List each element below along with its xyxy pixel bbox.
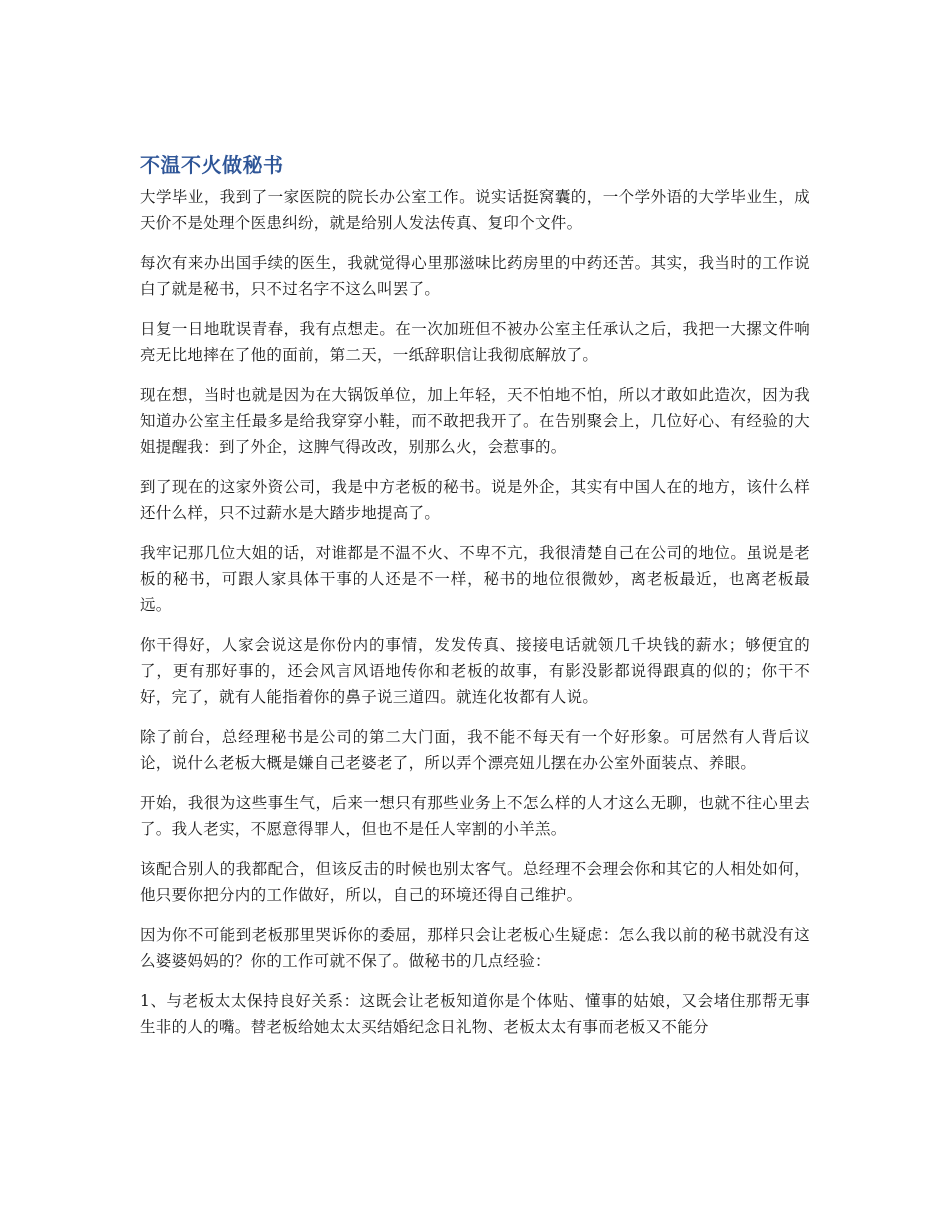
paragraph: 现在想，当时也就是因为在大锅饭单位，加上年轻，天不怕地不怕，所以才敢如此造次，因为我知道办公室主任最多是给我穿穿小鞋，而不敢把我开了。在告别聚会上，几位好心、有经验的大姐提醒我：到了外企，这脾气得改改，别那么火，会惹事的。 [140,386,810,456]
paragraph: 到了现在的这家外资公司，我是中方老板的秘书。说是外企，其实有中国人在的地方，该什么样还什么样，只不过薪水是大踏步地提高了。 [140,478,810,522]
paragraph: 你干得好，人家会说这是你份内的事情，发发传真、接接电话就领几千块钱的薪水；够便宜的了，更有那好事的，还会风言风语地传你和老板的故事，有影没影都说得跟真的似的；你干不好，完了，就有人能指着你的鼻子说三道四。就连化妆都有人说。 [140,636,810,706]
paragraph: 因为你不可能到老板那里哭诉你的委屈，那样只会让老板心生疑虑：怎么我以前的秘书就没有这么婆婆妈妈的？你的工作可就不保了。做秘书的几点经验： [140,926,810,970]
paragraph: 该配合别人的我都配合，但该反击的时候也别太客气。总经理不会理会你和其它的人相处如何，他只要你把分内的工作做好，所以，自己的环境还得自己维护。 [140,860,810,904]
document-body [140,150,810,1054]
paragraph: 除了前台，总经理秘书是公司的第二大门面，我不能不每天有一个好形象。可居然有人背后议论，说什么老板大概是嫌自己老婆老了，所以弄个漂亮妞儿摆在办公室外面装点、养眼。 [140,728,810,772]
paragraph: 大学毕业，我到了一家医院的院长办公室工作。说实话挺窝囊的，一个学外语的大学毕业生，成天价不是处理个医患纠纷，就是给别人发法传真、复印个文件。 [140,188,810,232]
paragraph: 日复一日地耽误青春，我有点想走。在一次加班但不被办公室主任承认之后，我把一大摞文件响亮无比地摔在了他的面前，第二天，一纸辞职信让我彻底解放了。 [140,320,810,364]
paragraph: 每次有来办出国手续的医生，我就觉得心里那滋味比药房里的中药还苦。其实，我当时的工作说白了就是秘书，只不过名字不这么叫罢了。 [140,254,810,298]
paragraph: 1、与老板太太保持良好关系：这既会让老板知道你是个体贴、懂事的姑娘，又会堵住那帮无事生非的人的嘴。替老板给她太太买结婚纪念日礼物、老板太太有事而老板又不能分 [140,992,810,1036]
paragraph: 我牢记那几位大姐的话，对谁都是不温不火、不卑不亢，我很清楚自己在公司的地位。虽说是老板的秘书，可跟人家具体干事的人还是不一样，秘书的地位很微妙，离老板最近，也离老板最远。 [140,544,810,614]
paragraph: 开始，我很为这些事生气，后来一想只有那些业务上不怎么样的人才这么无聊，也就不往心里去了。我人老实，不愿意得罪人，但也不是任人宰割的小羊羔。 [140,794,810,838]
document-title: 不温不火做秘书 [140,153,284,177]
